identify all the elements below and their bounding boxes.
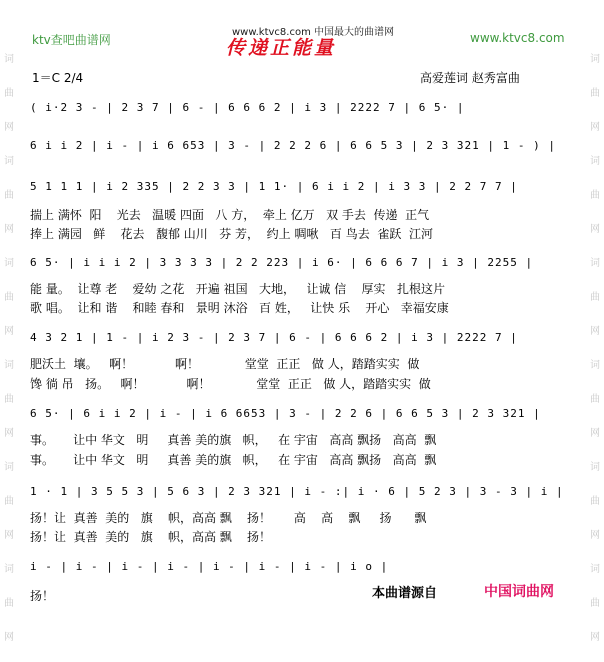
lyric-line: 揣上 满怀 阳 光去 温暖 四面 八 方， 牵上 亿万 双 手去 传递 正气: [30, 208, 430, 222]
side-watermark-char: 词: [4, 360, 14, 371]
lyric-line: 扬！让 真善 美的 旗 帜，高高 飘 扬！ 高 高 飘 扬 飘: [30, 511, 427, 525]
score-row: 1 · 1 | 3 5 5 3 | 5 6 3 | 2 3 321 | i - :| i · 6 | 5 2 3 | 3 - 3 | i |: [30, 485, 564, 498]
side-watermark-char: 曲: [4, 292, 14, 303]
side-watermark-char: 网: [4, 122, 14, 133]
side-watermark-char: 词: [590, 462, 600, 473]
song-credits: 高爱莲词 赵秀富曲: [420, 71, 520, 85]
source-site-link[interactable]: 中国词曲网: [484, 584, 554, 600]
side-watermark-char: 曲: [4, 394, 14, 405]
lyric-line: 扬！: [30, 589, 55, 603]
score-row: 6 i i 2 | i - | i 6 653 | 3 - | 2 2 2 6 | 6 6 5 3 | 2 3 321 | 1 - ) |: [30, 139, 556, 152]
side-watermark-char: 词: [4, 258, 14, 269]
lyric-line: 馋 徜 吊 扬。 啊！ 啊！ 堂堂 正正 做 人，踏踏实实 做: [30, 377, 431, 391]
key-signature: 1＝C 2/4: [32, 71, 84, 85]
side-watermark-char: 网: [4, 326, 14, 337]
source-label: 本曲谱源自: [372, 586, 438, 601]
side-watermark-char: 词: [4, 54, 14, 65]
site-name-left: ktv查吧曲谱网: [32, 33, 111, 47]
lyric-line: 肥沃土 壤。 啊！ 啊！ 堂堂 正正 做 人，踏踏实实 做: [30, 357, 420, 371]
side-watermark-char: 词: [590, 258, 600, 269]
side-watermark-char: 网: [4, 632, 14, 643]
score-row: 5 1 1 1 | i 2 335 | 2 2 3 3 | 1 1· | 6 i i 2 | i 3 3 | 2 2 7 7 |: [30, 180, 518, 193]
side-watermark-char: 网: [4, 224, 14, 235]
lyric-line: 扬！让 真善 美的 旗 帜，高高 飘 扬！: [30, 530, 272, 544]
side-watermark-char: 词: [590, 54, 600, 65]
score-row: i - | i - | i - | i - | i - | i - | i - | i o |: [30, 560, 389, 573]
side-watermark-char: 曲: [590, 394, 600, 405]
side-watermark-char: 词: [590, 156, 600, 167]
side-watermark-char: 网: [590, 530, 600, 541]
side-watermark-char: 曲: [590, 292, 600, 303]
side-watermark-char: 网: [590, 428, 600, 439]
side-watermark-char: 网: [590, 326, 600, 337]
side-watermark-left: [2, 50, 16, 662]
score-row: 6 5· | i i i 2 | 3 3 3 3 | 2 2 223 | i 6· | 6 6 6 7 | i 3 | 2255 |: [30, 256, 534, 269]
lyric-line: 捧上 满园 鲜 花去 馥郁 山川 芬 芳， 约上 啁啾 百 鸟去 雀跃 江河: [30, 227, 433, 241]
side-watermark-char: 网: [4, 530, 14, 541]
side-watermark-char: 网: [4, 428, 14, 439]
side-watermark-char: 曲: [4, 190, 14, 201]
lyric-line: 事。 让中 华文 明 真善 美的旗 帜， 在 宇宙 高高 飘扬 高高 飘: [30, 433, 437, 447]
side-watermark-char: 网: [590, 122, 600, 133]
side-watermark-char: 词: [4, 156, 14, 167]
side-watermark-char: 曲: [590, 496, 600, 507]
side-watermark-char: 曲: [590, 190, 600, 201]
lyric-line: 事。 让中 华文 明 真善 美的旗 帜， 在 宇宙 高高 飘扬 高高 飘: [30, 453, 437, 467]
lyric-line: 能 量。 让尊 老 爱幼 之花 开遍 祖国 大地， 让诚 信 厚实 扎根这片: [30, 282, 445, 296]
side-watermark-char: 曲: [590, 88, 600, 99]
side-watermark-char: 网: [590, 224, 600, 235]
song-title: 传递正能量: [226, 37, 337, 59]
side-watermark-char: 词: [4, 564, 14, 575]
side-watermark-char: 曲: [4, 496, 14, 507]
side-watermark-char: 词: [4, 462, 14, 473]
score-row: ( i·2 3 - | 2 3 7 | 6 - | 6 6 6 2 | i 3 | 2222 7 | 6 5· |: [30, 101, 465, 114]
side-watermark-char: 曲: [4, 88, 14, 99]
side-watermark-right: [588, 50, 602, 662]
site-name-center: www.ktvc8.com 中国最大的曲谱网: [232, 27, 395, 38]
score-row: 6 5· | 6 i i 2 | i - | i 6 6653 | 3 - | 2 2 6 | 6 6 5 3 | 2 3 321 |: [30, 407, 541, 420]
side-watermark-char: 词: [590, 360, 600, 371]
site-url-right: www.ktvc8.com: [470, 31, 565, 45]
side-watermark-char: 曲: [4, 598, 14, 609]
side-watermark-char: 曲: [590, 598, 600, 609]
lyric-line: 歌 唱。 让和 谐 和睦 春和 景明 沐浴 百 姓， 让快 乐 开心 幸福安康: [30, 301, 449, 315]
score-row: 4 3 2 1 | 1 - | i 2 3 - | 2 3 7 | 6 - | 6 6 6 2 | i 3 | 2222 7 |: [30, 331, 518, 344]
side-watermark-char: 词: [590, 564, 600, 575]
side-watermark-char: 网: [590, 632, 600, 643]
